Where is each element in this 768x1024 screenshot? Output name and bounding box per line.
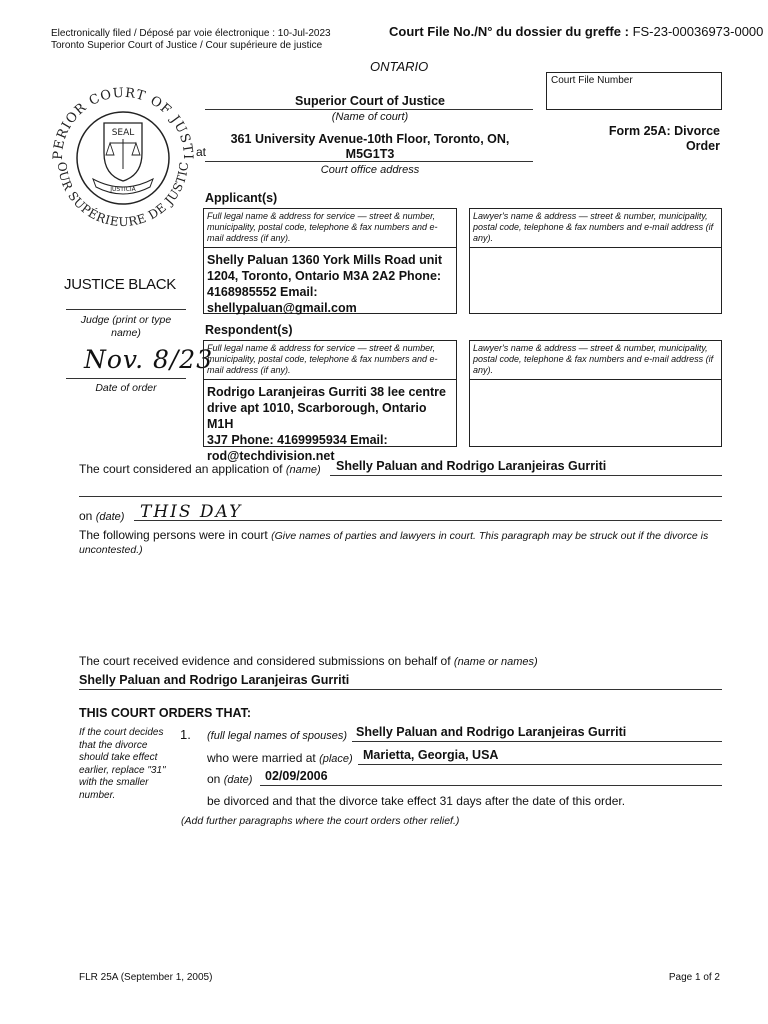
side-note [79, 727, 179, 802]
married-at-line [207, 751, 353, 765]
considered-application-line [79, 462, 321, 476]
place-value: Marietta, Georgia, USA [363, 748, 499, 762]
further-note: (Add further paragraphs where the court orders other relief.) [181, 815, 460, 827]
footer-form-id: FLR 25A (September 1, 2005) [79, 972, 213, 983]
form-title-line-2: Order [685, 139, 720, 153]
item-number: 1. [180, 727, 191, 742]
court-file-number-box [546, 72, 722, 110]
applicant-lawyer-info-box [469, 247, 722, 314]
respondent-info-line-4: rod@techdivision.net [207, 449, 335, 463]
considered-name-caption: (name) [285, 464, 321, 476]
side-note-line-3: should take effect [79, 752, 158, 763]
respondent-party-label-box [203, 340, 457, 380]
married-date-line [207, 772, 252, 786]
judge-date-handwritten: Nov. 8/23 [84, 345, 214, 374]
on-label: on [79, 509, 93, 523]
spouses-value: Shelly Paluan and Rodrigo Laranjeiras Gurriti [356, 725, 627, 739]
respondent-info-line-1: Rodrigo Laranjeiras Gurriti 38 lee centre [207, 385, 446, 399]
applicant-info [204, 248, 456, 320]
evidence-line [79, 654, 538, 668]
court-address-line-1: 361 University Avenue-10th Floor, Toronto, ON, [230, 132, 510, 146]
respondent-heading: Respondent(s) [205, 323, 293, 337]
efile-line-2: Toronto Superior Court of Justice / Cour supérieure de justice [51, 40, 323, 51]
judge-caption-line-2: name) [111, 327, 141, 339]
married-prefix: who were married at [207, 751, 316, 765]
side-note-line-1: If the court decides [79, 727, 164, 738]
court-address [205, 132, 535, 162]
side-note-line-4: earlier, replace "31" [79, 764, 166, 776]
applicant-info-line-1: Shelly Paluan 1360 York Mills Road unit [207, 253, 443, 267]
applicant-info-line-4: shellypaluan@gmail.com [207, 301, 357, 315]
applicant-info-box [203, 247, 457, 314]
court-address-caption: Court office address [320, 164, 420, 176]
court-file-label: Court File No./N° du dossier du greffe : [389, 24, 629, 39]
persons-note: (Give names of parties and lawyers in court. This paragraph may be struck out if the divorce is uncontested.) [79, 530, 709, 556]
on-date-line [79, 509, 124, 523]
court-file-number-header [389, 24, 763, 39]
seal-word: SEAL [111, 128, 135, 138]
respondent-lawyer-info-box [469, 379, 722, 447]
court-seal [48, 83, 198, 233]
judge-caption [66, 314, 186, 340]
applicant-party-label-box [203, 208, 457, 248]
spouses-caption: (full legal names of spouses) [207, 730, 348, 742]
respondent-info-line-3: 3J7 Phone: 4169995934 Email: [207, 433, 388, 447]
respondent-info [204, 380, 456, 468]
persons-text: The following persons were in court [79, 528, 268, 542]
side-note-line-5: with the smaller [79, 777, 149, 788]
form-title-line-1: Form 25A: Divorce [608, 124, 720, 138]
applicant-lawyer-label-box [469, 208, 722, 248]
court-name: Superior Court of Justice [294, 94, 446, 108]
side-note-line-2: that the divorce [79, 739, 148, 751]
divorce-text: be divorced and that the divorce take effect 31 days after the date of this order. [207, 794, 626, 808]
at-label: at [196, 145, 207, 159]
on-date-handwritten: THIS DAY [140, 502, 243, 522]
judge-date-caption: Date of order [95, 382, 157, 394]
persons-in-court [79, 529, 719, 557]
respondent-lawyer-label: Lawyer's name & address — street & number, municipality, postal code, telephone & fax numbers and e-mail address (if any). [473, 343, 714, 375]
applicant-info-line-3: 4168985552 Email: [207, 285, 318, 299]
on-date-caption: (date) [95, 511, 125, 523]
married-date: 02/09/2006 [265, 769, 328, 783]
judge-name: JUSTICE BLACK [64, 276, 176, 293]
form-title [560, 124, 720, 154]
considered-names: Shelly Paluan and Rodrigo Laranjeiras Gurriti [336, 459, 607, 473]
applicant-heading: Applicant(s) [205, 191, 278, 205]
place-caption: (place) [319, 753, 353, 765]
seal-ribbon: JUSTICIA [110, 186, 136, 193]
evidence-caption: (name or names) [453, 656, 538, 668]
respondent-party-label: Full legal name & address for service — street & number, municipality, postal code, telephone & fax numbers and e-mail address (if any). [207, 343, 438, 375]
footer-page: Page 1 of 2 [668, 972, 720, 983]
seal-text-bottom: OUR SUPÉRIEURE DE JUSTIC [54, 160, 192, 230]
considered-prefix: The court considered an application of [79, 462, 283, 476]
orders-heading: THIS COURT ORDERS THAT: [79, 706, 251, 720]
respondent-info-line-2: drive apt 1010, Scarborough, Ontario M1H [207, 401, 427, 431]
applicant-info-line-2: 1204, Toronto, Ontario M3A 2A2 Phone: [207, 269, 442, 283]
evidence-names: Shelly Paluan and Rodrigo Laranjeiras Gurriti [79, 673, 350, 687]
province: ONTARIO [370, 59, 429, 74]
evidence-text: The court received evidence and considered submissions on behalf of [79, 654, 451, 668]
court-file-value: FS-23-00036973-0000 [632, 24, 764, 39]
on-label-2: on [207, 772, 221, 786]
court-address-line-2: M5G1T3 [345, 147, 395, 161]
applicant-lawyer-label: Lawyer's name & address — street & number, municipality, postal code, telephone & fax numbers and e-mail address (if any). [473, 211, 714, 243]
court-file-number-box-label: Court File Number [551, 75, 633, 86]
judge-caption-line-1: Judge (print or type [80, 314, 172, 326]
court-name-caption: (Name of court) [331, 111, 409, 123]
efile-line-1: Electronically filed / Déposé par voie électronique : 10-Jul-2023 [51, 28, 331, 39]
side-note-line-6: number. [79, 789, 116, 801]
respondent-info-box [203, 379, 457, 463]
date-caption-2: (date) [223, 774, 253, 786]
applicant-party-label: Full legal name & address for service — street & number, municipality, postal code, telephone & fax numbers and e-mail address (if any). [207, 211, 438, 243]
seal-text-top: PERIOR COURT OF JUSTI [50, 85, 196, 161]
svg-text:SUPERIOR COURT OF JUSTICE [48, 83, 195, 160]
respondent-lawyer-label-box [469, 340, 722, 380]
